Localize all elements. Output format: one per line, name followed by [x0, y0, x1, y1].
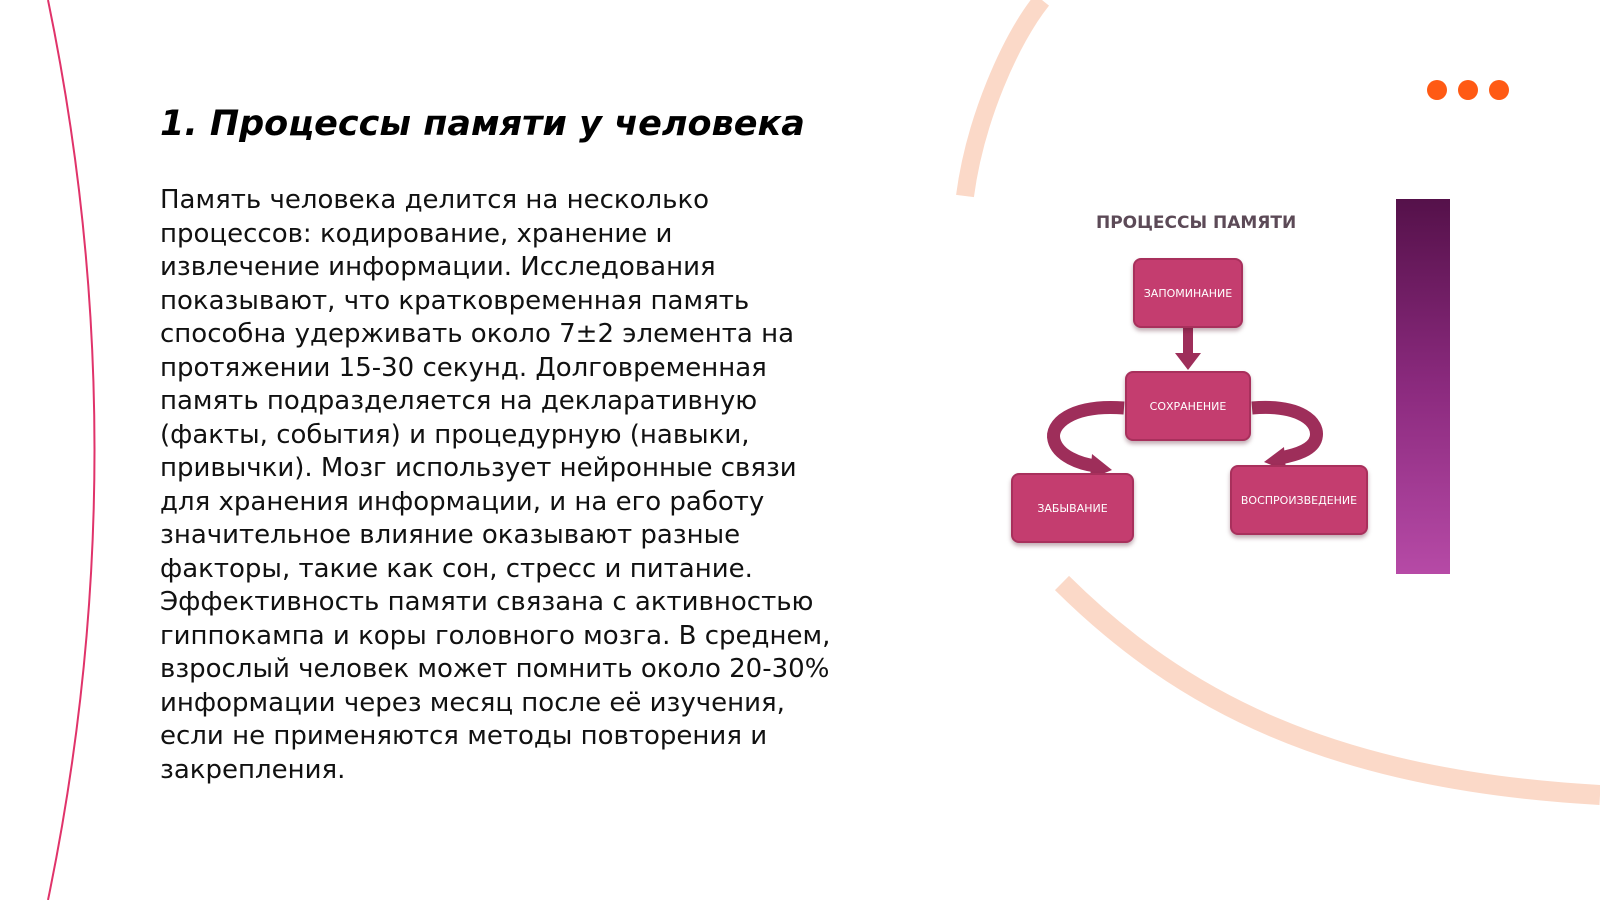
memory-process-diagram	[1000, 200, 1440, 580]
arrow-down	[1175, 328, 1201, 370]
node-forget: ЗАБЫВАНИЕ	[1011, 473, 1134, 543]
dot	[1427, 80, 1447, 100]
bottom-arc	[1062, 583, 1600, 795]
node-storage: СОХРАНЕНИЕ	[1125, 371, 1251, 441]
node-reproduce: ВОСПРОИЗВЕДЕНИЕ	[1230, 465, 1368, 535]
dots-decoration	[1427, 80, 1509, 100]
left-curve-line	[48, 0, 95, 900]
dot	[1489, 80, 1509, 100]
dot	[1458, 80, 1478, 100]
top-arc	[965, 0, 1042, 196]
diagram-title: ПРОЦЕССЫ ПАМЯТИ	[1096, 213, 1297, 233]
node-memorize: ЗАПОМИНАНИЕ	[1133, 258, 1243, 328]
slide-title: 1. Процессы памяти у человека	[160, 104, 805, 144]
arrow-left-curved	[1054, 408, 1124, 479]
body-paragraph: Память человека делится на несколько процессов: кодирование, хранение и извлечение информации. Исследования показывают, что кратковременная память способна удерживать около 7±2 элемента на протяжении 15-30 секунд. Долговременная память подразделяется на декларативную (факты, события) и процедурную (навыки, привычки). Мозг использует нейронные связи для хранения информации, и на его работу значительное влияние оказывают разные факторы, такие как сон, стресс и питание. Эффективность памяти связана с активностью гиппокампа и коры головного мозга. В среднем, взрослый человек может помнить около 20-30% информации через месяц после её изучения, если не применяются методы повторения и закрепления.	[160, 185, 831, 785]
gradient-side-bar	[1396, 199, 1450, 574]
arrow-right-curved	[1252, 407, 1316, 471]
